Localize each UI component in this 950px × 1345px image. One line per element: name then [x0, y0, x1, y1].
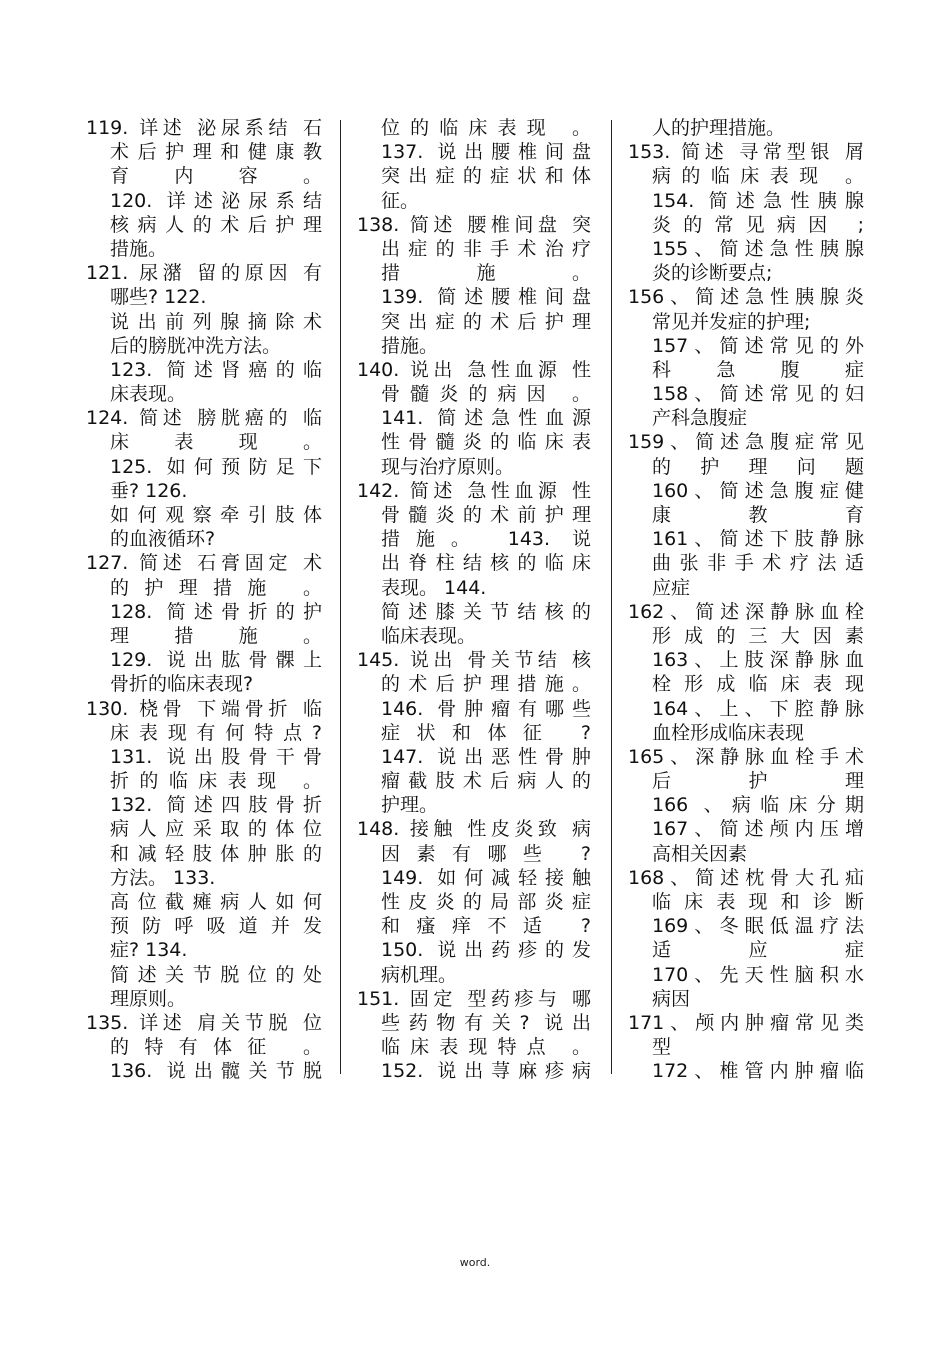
text-line: 哪些? 122.: [110, 286, 207, 309]
text-line: 164、上、下腔静脉: [652, 697, 864, 720]
text-line: 产科急腹症: [652, 407, 748, 430]
text-line: 位的临床表现 。: [381, 117, 591, 139]
text-line: 血栓形成临床表现: [652, 721, 805, 744]
text-line: 162、简述深静脉血栓: [628, 600, 864, 623]
text-line: 131. 说出股骨干骨: [110, 745, 322, 768]
text-line: 168、简述枕骨大孔疝: [628, 866, 864, 889]
text-line: 的特有体征 。: [110, 1036, 322, 1059]
text-line: 123. 简述肾癌的临: [110, 358, 322, 381]
text-line: 现与治疗原则。: [381, 455, 515, 478]
text-line: 瘤截肢术后病人的: [381, 770, 591, 793]
text-line: 垂? 126.: [110, 479, 188, 502]
text-line: 152. 说出荨麻疹病: [381, 1060, 591, 1083]
text-line: 临床表现和诊断: [652, 891, 864, 913]
text-line: 121. 尿潴 留的原因 有: [86, 262, 322, 285]
text-line: 171、颅内肿瘤常见类: [628, 1011, 864, 1034]
text-line: 核病人的术后护理: [110, 213, 322, 236]
text-line: 表现。 144.: [381, 576, 487, 599]
text-line: 140. 说出 急性血源 性: [357, 358, 591, 381]
text-line: 床 表 现 。: [110, 431, 322, 454]
text-line: 骨髓炎的病因 。: [381, 383, 591, 406]
text-line: 161、简述下肢静脉: [652, 528, 864, 551]
text-line: 163、上肢深静脉血: [652, 649, 864, 672]
text-line: 突出症的术后护理: [381, 310, 591, 333]
text-line: 型: [652, 1036, 672, 1059]
text-line: 人的护理措施。: [652, 117, 786, 139]
text-line: 理原则。: [110, 987, 187, 1010]
text-line: 高相关因素: [652, 842, 748, 865]
text-line: 折的临床表现 。: [110, 770, 322, 793]
text-line: 151. 固定 型药疹与 哪: [357, 987, 591, 1010]
text-line: 病人应采取的体位: [110, 818, 322, 841]
text-line: 146. 骨肿瘤有哪些: [381, 697, 591, 720]
text-line: 169、冬眠低温疗法: [652, 915, 864, 938]
text-line: 的血液循环?: [110, 528, 216, 551]
text-line: 床表现有何特点?: [110, 721, 322, 744]
text-line: 症状和体征 ?: [381, 721, 591, 744]
text-line: 骨折的临床表现?: [110, 673, 254, 696]
text-line: 153. 简述 寻常型银 屑: [628, 141, 864, 164]
text-line: 129. 说出肱骨髁上: [110, 649, 322, 672]
text-line: 科 急 腹 症: [652, 358, 864, 381]
text-line: 措施。 143. 说: [381, 528, 591, 551]
text-line: 166 、病临床分期: [652, 794, 864, 817]
text-line: 后的膀胱冲洗方法。: [110, 334, 282, 357]
text-line: 156、简述急性胰腺炎: [628, 286, 864, 309]
text-line: 护理。: [381, 794, 439, 817]
text-line: 常见并发症的护理;: [652, 310, 811, 333]
text-line: 150. 说出药疹的发: [381, 939, 591, 962]
text-line: 136. 说出髋关节脱: [110, 1060, 322, 1083]
text-line: 说出前列腺摘除术: [110, 310, 322, 333]
text-column-2: [357, 116, 591, 1084]
text-line: 炎的常见病因 ;: [652, 213, 864, 236]
text-line: 158、简述常见的妇: [652, 383, 864, 406]
text-line: 119. 详述 泌尿系结 石: [86, 117, 322, 139]
text-line: 栓形成临床表现: [652, 673, 864, 696]
text-line: 167、简述颅内压增: [652, 818, 864, 841]
text-line: 措施。: [381, 334, 439, 357]
text-line: 138. 简述 腰椎间盘 突: [357, 213, 591, 236]
text-line: 139. 简述腰椎间盘: [381, 286, 591, 309]
text-line: 应症: [652, 576, 691, 599]
text-line: 160、简述急腹症健: [652, 479, 864, 502]
text-line: 临床表现。: [381, 624, 477, 647]
text-line: 155、简述急性胰腺: [652, 237, 864, 260]
text-line: 病的临床表现 。: [652, 165, 864, 188]
text-line: 措施。: [110, 237, 168, 260]
text-line: 154. 简述急性胰腺: [652, 189, 864, 212]
text-line: 简述膝关节结核的: [381, 600, 591, 623]
text-line: 骨髓炎的术前护理: [381, 504, 591, 526]
text-line: 性皮炎的局部炎症: [381, 891, 591, 913]
text-line: 出脊柱结核的临床: [381, 552, 591, 575]
text-line: 142. 简述 急性血源 性: [357, 479, 591, 502]
text-line: 预防呼吸道并发: [110, 915, 322, 938]
text-column-3: [628, 116, 864, 1084]
text-line: 高位截瘫病人如何: [110, 891, 322, 913]
text-line: 149. 如何减轻接触: [381, 866, 591, 889]
column-divider-2: [611, 120, 612, 1074]
text-line: 148. 接触 性皮炎致 病: [357, 818, 591, 841]
text-line: 172、椎管内肿瘤临: [652, 1060, 864, 1083]
text-line: 130. 桡骨 下端骨折 临: [86, 697, 322, 720]
text-line: 病因: [652, 987, 691, 1010]
text-line: 157、简述常见的外: [652, 334, 864, 357]
page-footer: word.: [459, 1256, 491, 1269]
text-line: 病机理。: [381, 963, 458, 986]
text-line: 132. 简述四肢骨折: [110, 794, 322, 817]
text-line: 165、深静脉血栓手术: [628, 745, 864, 768]
text-line: 127. 简述 石膏固定 术: [86, 552, 322, 575]
text-line: 适 应 症: [652, 939, 864, 962]
text-line: 和瘙痒不适 ?: [381, 915, 591, 938]
text-line: 康 教 育: [652, 504, 864, 526]
text-line: 因素有哪些 ?: [381, 842, 591, 865]
text-line: 170、先天性脑积水: [652, 963, 864, 986]
text-column-1: [86, 116, 322, 1084]
text-line: 135. 详述 肩关节脱 位: [86, 1011, 322, 1034]
text-line: 些药物有关? 说出: [381, 1011, 591, 1034]
text-line: 临床表现特点 。: [381, 1036, 591, 1059]
text-line: 性骨髓炎的临床表: [381, 431, 591, 454]
text-line: 后 护 理: [652, 770, 864, 793]
text-line: 措 施 。: [381, 262, 591, 285]
text-line: 症? 134.: [110, 939, 188, 962]
text-line: 的护理措施 。: [110, 576, 322, 599]
text-line: 120. 详述泌尿系结: [110, 189, 322, 212]
text-line: 方法。 133.: [110, 866, 216, 889]
text-line: 曲张非手术疗法适: [652, 552, 864, 575]
text-line: 炎的诊断要点;: [652, 262, 773, 285]
text-line: 125. 如何预防足下: [110, 455, 322, 478]
column-divider-1: [340, 120, 341, 1074]
text-line: 124. 简述 膀胱癌的 临: [86, 407, 322, 430]
text-line: 简述关节脱位的处: [110, 963, 322, 986]
text-line: 137. 说出腰椎间盘: [381, 141, 591, 164]
text-line: 如何观察牵引肢体: [110, 504, 322, 526]
text-line: 床表现。: [110, 383, 187, 406]
text-line: 突出症的症状和体: [381, 165, 591, 188]
text-line: 征。: [381, 189, 420, 212]
text-line: 的 护 理 问 题: [652, 455, 864, 478]
text-line: 147. 说出恶性骨肿: [381, 745, 591, 768]
text-line: 育 内 容 。: [110, 165, 322, 188]
text-line: 159、简述急腹症常见: [628, 431, 864, 454]
text-line: 128. 简述骨折的护: [110, 600, 322, 623]
text-line: 术后护理和健康教: [110, 141, 322, 164]
text-line: 141. 简述急性血源: [381, 407, 591, 430]
text-line: 理 措 施 。: [110, 624, 322, 647]
text-line: 形成的三大因素: [652, 624, 864, 647]
text-line: 出症的非手术治疗: [381, 237, 591, 260]
text-line: 145. 说出 骨关节结 核: [357, 649, 591, 672]
text-line: 的术后护理措施。: [381, 673, 591, 696]
text-line: 和减轻肢体肿胀的: [110, 842, 322, 865]
